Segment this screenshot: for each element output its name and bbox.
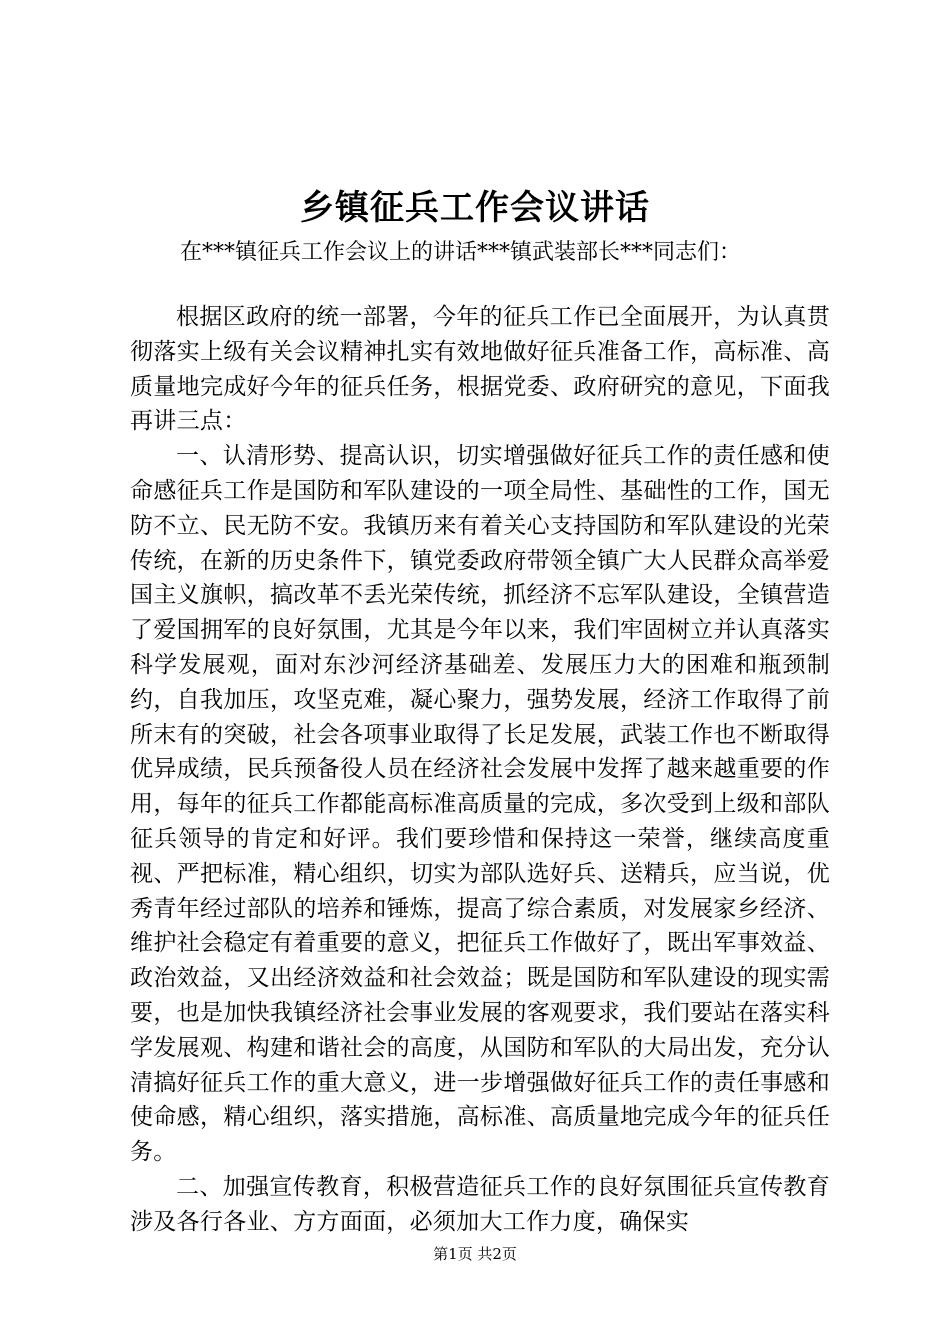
document-subtitle: 在***镇征兵工作会议上的讲话***镇武装部长***同志们： bbox=[180, 240, 742, 265]
paragraph-section-one: 一、认清形势、提高认识，切实增强做好征兵工作的责任感和使命感征兵工作是国防和军队建设的一项全局性、基础性的工作，国无防不立、民无防不安。我镇历来有着关心支持国防和军队建设的光荣传统，在新的历史条件下，镇党委政府带领全镇广大人民群众高举爱国主义旗帜，搞改革不丢光荣传统，抓经济不忘军队建设，全镇营造了爱国拥军的良好氛围，尤其是今年以来，我们牢固树立并认真落实科学发展观，面对东沙河经济基础差、发展压力大的困难和瓶颈制约，自我加压，攻坚克难，凝心聚力，强势发展，经济工作取得了前所末有的突破，社会各项事业取得了长足发展，武装工作也不断取得优异成绩，民兵预备役人员在经济社会发展中发挥了越来越重要的作用，每年的征兵工作都能高标准高质量的完成，多次受到上级和部队征兵领导的肯定和好评。我们要珍惜和保持这一荣誉，继续高度重视、严把标准，精心组织，切实为部队选好兵、送精兵，应当说，优秀青年经过部队的培养和锤炼，提高了综合素质，对发展家乡经济、维护社会稳定有着重要的意义，把征兵工作做好了，既出军事效益、政治效益，又出经济效益和社会效益；既是国防和军队建设的现实需要，也是加快我镇经济社会事业发展的客观要求，我们要站在落实科学发展观、构建和谐社会的高度，从国防和军队的大局出发，充分认清搞好征兵工作的重大意义，进一步增强做好征兵工作的责任事感和使命感，精心组织，落实措施，高标准、高质量地完成今年的征兵任务。 bbox=[130, 443, 830, 1166]
document-title: 乡镇征兵工作会议讲话 bbox=[300, 188, 650, 228]
document-body bbox=[130, 300, 830, 1240]
page-number: 第1页 共2页 bbox=[433, 1245, 517, 1263]
paragraph-section-two: 二、加强宣传教育，积极营造征兵工作的良好氛围征兵宣传教育涉及各行各业、方方面面，必须加大工作力度，确保实 bbox=[130, 1173, 830, 1235]
paragraph-intro: 根据区政府的统一部署，今年的征兵工作已全面展开，为认真贯彻落实上级有关会议精神扎实有效地做好征兵准备工作，高标准、高质量地完成好今年的征兵任务，根据党委、政府研究的意见，下面我再讲三点： bbox=[130, 304, 830, 435]
